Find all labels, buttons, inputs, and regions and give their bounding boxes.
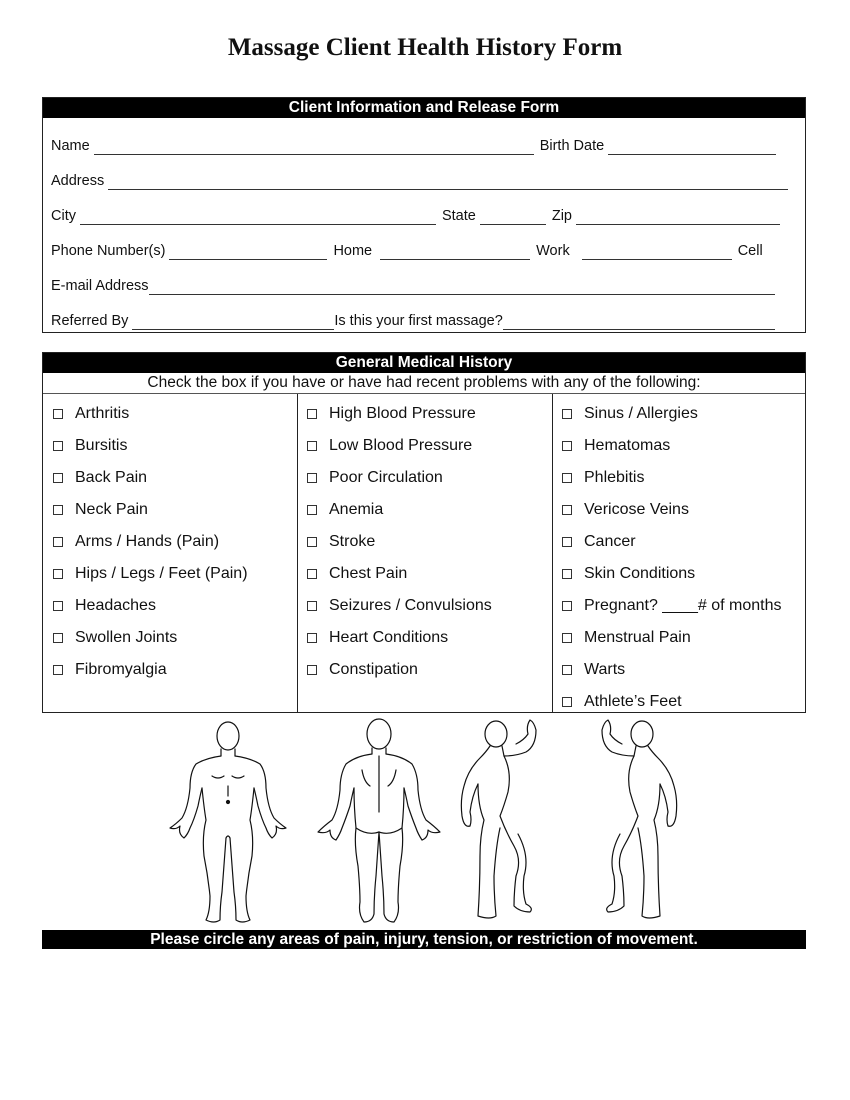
body-diagram[interactable] — [42, 716, 806, 928]
first-massage-label: Is this your first massage? — [334, 313, 503, 329]
condition-seizures[interactable]: Seizures / Convulsions — [307, 596, 492, 616]
body-back-view-figure[interactable] — [314, 716, 444, 928]
condition-arthritis[interactable]: Arthritis — [53, 404, 129, 424]
checkbox[interactable] — [562, 441, 572, 451]
checkbox[interactable] — [562, 665, 572, 675]
condition-constipation[interactable]: Constipation — [307, 660, 418, 680]
condition-hematomas[interactable]: Hematomas — [562, 436, 670, 456]
checkbox[interactable] — [307, 601, 317, 611]
condition-low-blood-pressure[interactable]: Low Blood Pressure — [307, 436, 472, 456]
page-title: Massage Client Health History Form — [227, 34, 623, 61]
medical-history-header: General Medical History — [43, 353, 805, 373]
condition-swollen-joints[interactable]: Swollen Joints — [53, 628, 177, 648]
checkbox[interactable] — [307, 409, 317, 419]
cell-label: Cell — [737, 243, 763, 259]
condition-column-1 — [43, 394, 298, 713]
checkbox[interactable] — [562, 601, 572, 611]
referred-by-label: Referred By — [51, 313, 129, 329]
state-label: State — [441, 208, 476, 224]
state-field[interactable] — [480, 209, 546, 225]
checkbox[interactable] — [307, 537, 317, 547]
condition-warts[interactable]: Warts — [562, 660, 625, 680]
work-phone-field[interactable] — [380, 244, 530, 260]
checkbox[interactable] — [562, 633, 572, 643]
checkbox[interactable] — [53, 409, 63, 419]
city-label: City — [51, 208, 76, 224]
checkbox[interactable] — [562, 505, 572, 515]
condition-anemia[interactable]: Anemia — [307, 500, 383, 520]
condition-heart-conditions[interactable]: Heart Conditions — [307, 628, 448, 648]
body-diagram-instruction: Please circle any areas of pain, injury, tension, or restriction of movement. — [42, 930, 806, 949]
checkbox[interactable] — [307, 665, 317, 675]
condition-sinus-allergies[interactable]: Sinus / Allergies — [562, 404, 698, 424]
body-front-view-figure[interactable] — [166, 716, 290, 928]
name-label: Name — [51, 138, 90, 154]
birth-date-field[interactable] — [608, 139, 776, 155]
home-label: Home — [333, 243, 373, 259]
condition-column-2 — [297, 394, 553, 713]
condition-stroke[interactable]: Stroke — [307, 532, 375, 552]
home-phone-field[interactable] — [169, 244, 327, 260]
work-label: Work — [536, 243, 570, 259]
checkbox[interactable] — [562, 473, 572, 483]
checkbox[interactable] — [562, 409, 572, 419]
city-field[interactable] — [80, 209, 436, 225]
first-massage-field[interactable] — [503, 314, 775, 330]
checkbox[interactable] — [53, 601, 63, 611]
body-left-side-view-figure[interactable] — [456, 716, 556, 928]
email-label: E-mail Address — [51, 278, 149, 294]
checkbox[interactable] — [307, 633, 317, 643]
condition-hips-legs-feet[interactable]: Hips / Legs / Feet (Pain) — [53, 564, 248, 584]
client-information-header: Client Information and Release Form — [43, 98, 805, 118]
condition-fibromyalgia[interactable]: Fibromyalgia — [53, 660, 167, 680]
condition-neck-pain[interactable]: Neck Pain — [53, 500, 148, 520]
condition-headaches[interactable]: Headaches — [53, 596, 156, 616]
condition-phlebitis[interactable]: Phlebitis — [562, 468, 644, 488]
medical-history-section — [42, 352, 806, 713]
referred-by-field[interactable] — [132, 314, 334, 330]
body-right-side-view-figure[interactable] — [582, 716, 682, 928]
email-field[interactable] — [149, 279, 775, 295]
address-field[interactable] — [108, 174, 788, 190]
condition-athletes-feet[interactable]: Athlete’s Feet — [562, 692, 682, 712]
client-information-section — [42, 97, 806, 333]
checkbox[interactable] — [53, 441, 63, 451]
checkbox[interactable] — [307, 473, 317, 483]
checkbox[interactable] — [53, 665, 63, 675]
condition-arms-hands[interactable]: Arms / Hands (Pain) — [53, 532, 219, 552]
condition-chest-pain[interactable]: Chest Pain — [307, 564, 407, 584]
condition-pregnant[interactable]: Pregnant? ____# of months — [562, 596, 781, 616]
condition-high-blood-pressure[interactable]: High Blood Pressure — [307, 404, 476, 424]
checkbox[interactable] — [53, 633, 63, 643]
zip-label: Zip — [551, 208, 572, 224]
phone-numbers-label: Phone Number(s) — [51, 243, 166, 259]
condition-varicose-veins[interactable]: Vericose Veins — [562, 500, 689, 520]
condition-cancer[interactable]: Cancer — [562, 532, 636, 552]
checkbox[interactable] — [562, 537, 572, 547]
zip-field[interactable] — [576, 209, 780, 225]
checkbox[interactable] — [307, 441, 317, 451]
checkbox[interactable] — [562, 697, 572, 707]
condition-back-pain[interactable]: Back Pain — [53, 468, 147, 488]
address-label: Address — [51, 173, 105, 189]
medical-history-instruction: Check the box if you have or have had recent problems with any of the following: — [43, 373, 805, 394]
checkbox[interactable] — [53, 569, 63, 579]
condition-poor-circulation[interactable]: Poor Circulation — [307, 468, 443, 488]
condition-skin-conditions[interactable]: Skin Conditions — [562, 564, 695, 584]
checkbox[interactable] — [562, 569, 572, 579]
checkbox[interactable] — [53, 473, 63, 483]
condition-menstrual-pain[interactable]: Menstrual Pain — [562, 628, 691, 648]
name-field[interactable] — [94, 139, 534, 155]
checkbox[interactable] — [307, 505, 317, 515]
cell-phone-field[interactable] — [582, 244, 732, 260]
condition-column-3 — [552, 394, 805, 713]
condition-bursitis[interactable]: Bursitis — [53, 436, 127, 456]
checkbox[interactable] — [307, 569, 317, 579]
checkbox[interactable] — [53, 537, 63, 547]
birth-date-label: Birth Date — [539, 138, 605, 154]
checkbox[interactable] — [53, 505, 63, 515]
